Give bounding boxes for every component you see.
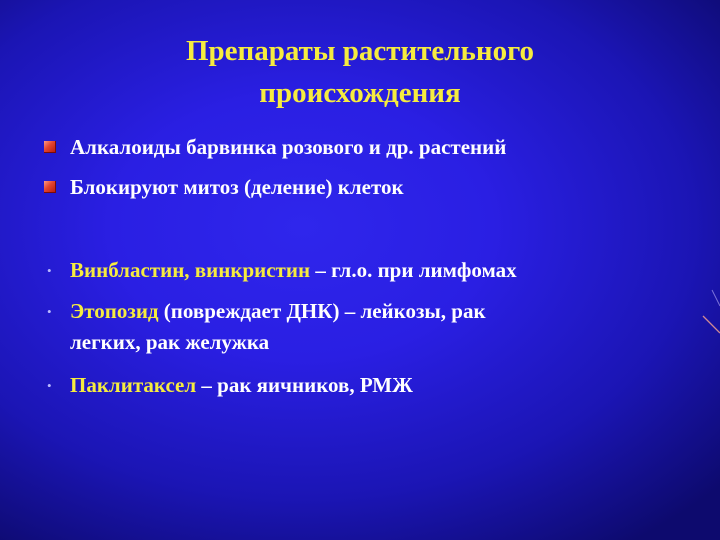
decorative-line <box>712 290 720 306</box>
bullet-item-etoposide-continuation: легких, рак желужка <box>70 330 270 354</box>
bullet-item-alkaloids: Алкалоиды барвинка розового и др. растений <box>70 135 507 159</box>
slide-title-line-1: Препараты растительного <box>185 35 535 67</box>
drug-name-etoposide: Этопозид <box>70 299 159 323</box>
drug-name-paclitaxel: Паклитаксел <box>70 373 197 397</box>
drug-use-vinblastine: – гл.о. при лимфомах <box>310 258 517 282</box>
decorative-line <box>703 316 720 333</box>
drug-use-etoposide: (повреждает ДНК) – лейкозы, рак <box>158 299 486 323</box>
dot-bullet-icon: • <box>47 304 52 319</box>
drug-name-vinblastine: Винбластин, винкристин <box>70 258 311 282</box>
dot-bullet-icon: • <box>47 263 52 278</box>
drug-use-paclitaxel: – рак яичников, РМЖ <box>196 373 413 397</box>
slide-title-line-2: происхождения <box>259 77 461 109</box>
dot-bullet-icon: • <box>47 378 52 393</box>
bullet-item-mitosis: Блокируют митоз (деление) клеток <box>70 175 404 199</box>
